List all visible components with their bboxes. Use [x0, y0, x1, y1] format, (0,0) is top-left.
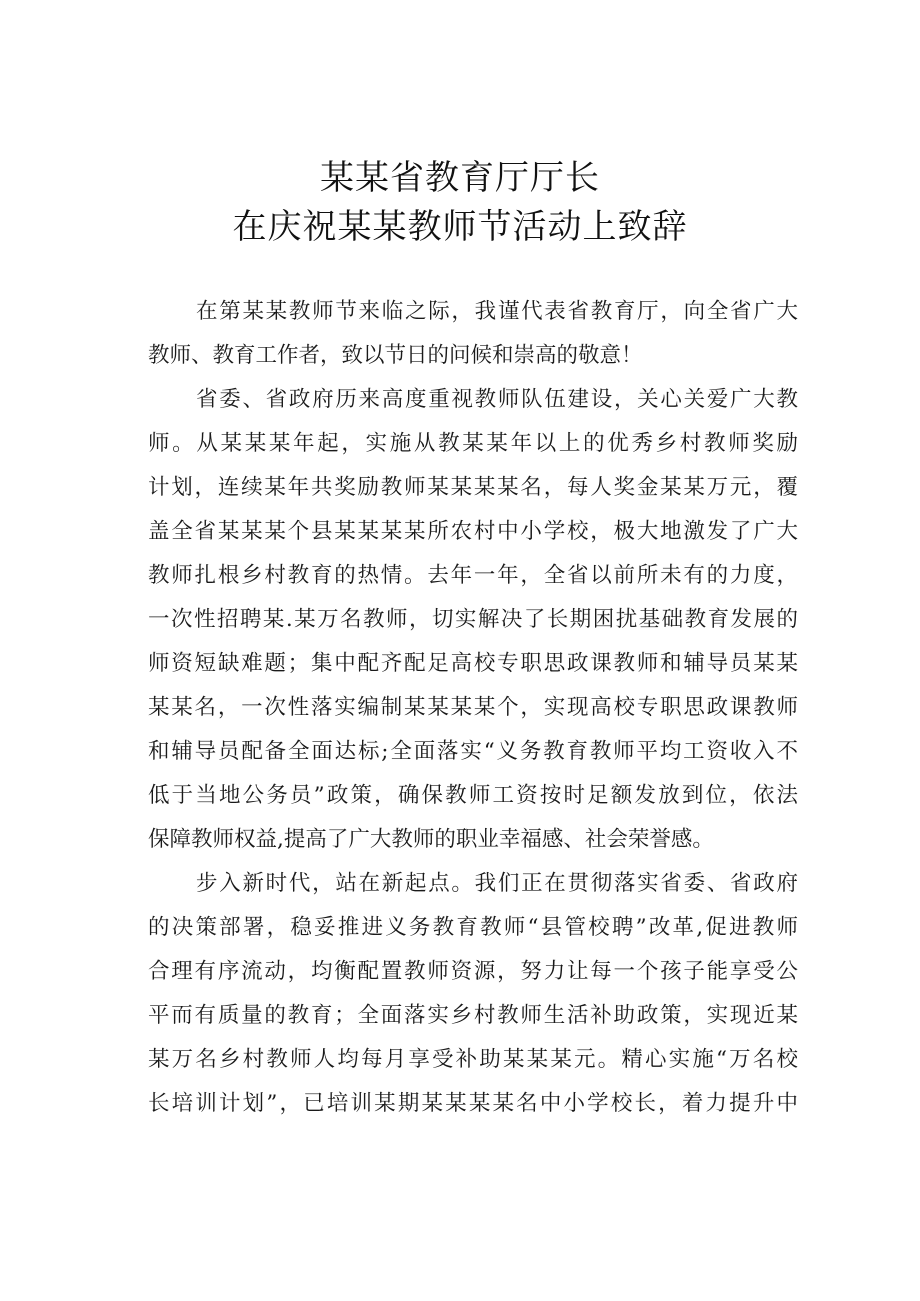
document-title-line-2: 在庆祝某某教师节活动上致辞: [232, 207, 688, 247]
paragraph-2-line: 师。从某某某年起，实施从教某某年以上的优秀乡村教师奖励: [148, 431, 798, 456]
paragraph-2-line: 低于当地公务员”政策，确保教师工资按时足额发放到位，依法: [148, 783, 798, 808]
paragraph-3-line: 某万名乡村教师人均每月享受补助某某某元。精心实施“万名校: [148, 1047, 798, 1072]
document-title-line-1: 某某省教育厅厅长: [320, 158, 600, 198]
paragraph-3-line: 合理有序流动，均衡配置教师资源，努力让每一个孩子能享受公: [148, 959, 798, 984]
paragraph-2-line: 和辅导员配备全面达标;全面落实“义务教育教师平均工资收入不: [148, 739, 798, 764]
paragraph-1-line: 在第某某教师节来临之际，我谨代表省教育厅，向全省广大: [196, 299, 798, 324]
paragraph-2-line: 教师扎根乡村教育的热情。去年一年，全省以前所未有的力度，: [148, 563, 798, 588]
paragraph-2-line: 盖全省某某某个县某某某某所农村中小学校，极大地激发了广大: [148, 519, 798, 544]
paragraph-2-line: 一次性招聘某.某万名教师，切实解决了长期困扰基础教育发展的: [148, 607, 798, 632]
paragraph-2-line: 师资短缺难题；集中配齐配足高校专职思政课教师和辅导员某某: [148, 651, 798, 676]
document-body: [148, 290, 798, 1126]
paragraph-3-line: 步入新时代，站在新起点。我们正在贯彻落实省委、省政府: [196, 871, 798, 896]
paragraph-3-line: 长培训计划”，已培训某期某某某某名中小学校长，着力提升中: [148, 1091, 798, 1116]
paragraph-1-line: 教师、教育工作者，致以节日的问候和崇高的敬意！: [148, 343, 643, 368]
paragraph-3-line: 的决策部署，稳妥推进义务教育教师“县管校聘”改革,促进教师: [148, 915, 798, 940]
paragraph-2-line: 省委、省政府历来高度重视教师队伍建设，关心关爱广大教: [196, 387, 798, 412]
paragraph-2-line: 保障教师权益,提高了广大教师的职业幸福感、社会荣誉感。: [148, 827, 714, 852]
paragraph-3-line: 平而有质量的教育；全面落实乡村教师生活补助政策，实现近某: [148, 1003, 798, 1028]
paragraph-2-line: 计划，连续某年共奖励教师某某某某名，每人奖金某某万元，覆: [148, 475, 798, 500]
paragraph-2-line: 某某名，一次性落实编制某某某某个，实现高校专职思政课教师: [148, 695, 798, 720]
